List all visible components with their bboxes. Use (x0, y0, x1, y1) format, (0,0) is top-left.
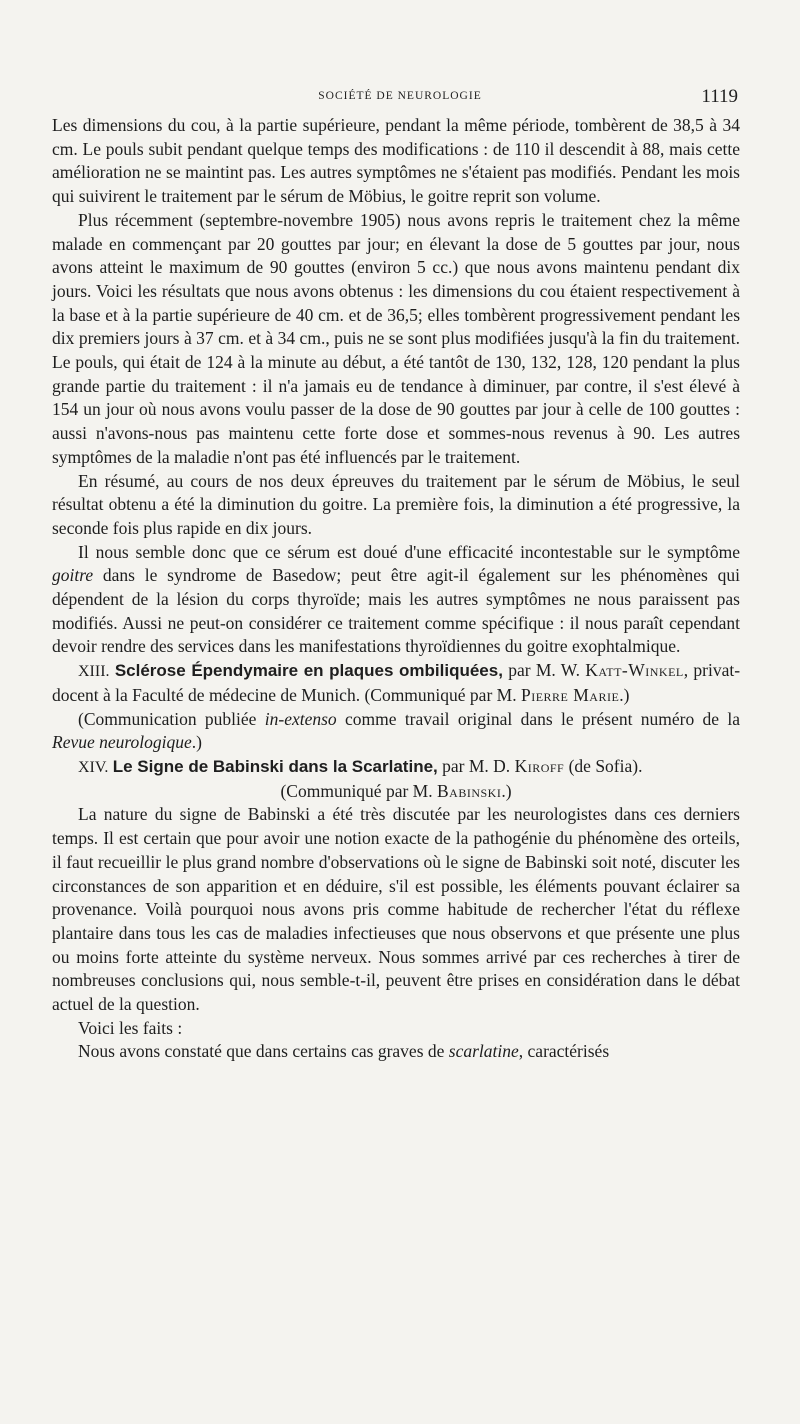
section-xiii-journal: Revue neurologique (52, 732, 192, 753)
section-xiv-title: Le Signe de Babinski dans la Scarlatine, (112, 756, 438, 776)
section-xiv-paragraph-3-end: , caractérisés (518, 1041, 610, 1062)
section-xiii-note-start: (Communication publiée (78, 708, 265, 729)
page-number: 1119 (701, 86, 738, 107)
section-xiii-note-italic: in-extenso (264, 708, 337, 729)
section-xiii-communicator: Pierre Marie (520, 684, 620, 705)
section-xiv-comm-end: .) (501, 780, 512, 801)
section-xiv-paragraph-3 (52, 1040, 740, 1064)
section-xiv-byline-end: (de Sofia). (564, 755, 643, 776)
page-body (52, 114, 740, 1064)
section-xiv-communicator: Babinski (436, 780, 502, 801)
section-xiv-paragraph-1: La nature du signe de Babinski a été très discutée par les neurologistes dans ces derniers temps. Il est certain que pour avoir une notion exacte de la pathogénie du phénomène des orteils, il faut recueillir le plus grand nombre d'observations où le signe de Babinski soit noté, discuter les circonstances de son apparition et en déduire, s'il est possible, les éléments pouvant éclairer sa provenance. Voilà pourquoi nous avons pris comme habitude de rechercher l'état du réflexe plantaire dans tous les cas de maladies infectieuses que nous observons et que présente une plus ou moins forte atteinte du système nerveux. Nous sommes arrivé par ces recherches à tirer de nombreuses conclusions qui, nous semble-t-il, peuvent être prises en considération dans le débat actuel de la question. (52, 804, 740, 1015)
section-xiv-number: XIV. (78, 758, 109, 776)
section-xiv-comm-start: (Communiqué par M. (280, 780, 437, 801)
section-xiii-note-end: .) (191, 732, 202, 753)
section-xiv-author: Kiroff (514, 755, 565, 776)
section-xiii-affiliation: , privat-docent à la Faculté de médecine de Munich. (Communiqué par M. (52, 660, 741, 705)
paragraph-4-start: Il nous semble donc que ce sérum est doué d'une efficacité incontestable sur le symptôme (78, 541, 740, 562)
paragraph-4-end: dans le syndrome de Basedow; peut être agit-il également sur les phénomènes qui dépendent de la lésion du corps thyroïde; mais les autres symptômes ne nous paraissent pas modifiés. Aussi ne peut-on considérer ce traitement comme spécifique : il nous paraît cependant devoir rendre des services dans les manifestations thyroïdiennes du goitre exophtalmique. (52, 565, 740, 657)
paragraph-2: Plus récemment (septembre-novembre 1905) nous avons repris le traitement chez la même malade en commençant par 20 gouttes par jour; en élevant la dose de 5 gouttes par jour, nous avons atteint le maximum de 90 gouttes (environ 5 cc.) que nous avons maintenu pendant dix jours. Voici les résultats que nous avons obtenus : les dimensions du cou étaient respectivement à la base et à la partie supérieure de 40 cm. et de 36,5; elles tombèrent progressivement pendant les dix premiers jours à 37 cm. et à 34 cm., puis ne se sont plus modifiées jusqu'à la fin du traitement. Le pouls, qui était de 124 à la minute au début, a été tantôt de 130, 132, 128, 120 pendant la plus grande partie du traitement : il n'a jamais eu de tendance à diminuer, par contre, il s'est élevé à 154 un jour où nous avons voulu passer de la dose de 90 gouttes par jour à celle de 100 gouttes : aussi n'avons-nous pas maintenu cette forte dose et sommes-nous revenus à 90. Les autres symptômes de la maladie n'ont pas été influencés par le traitement. (52, 209, 740, 467)
paragraph-4 (52, 541, 740, 660)
paragraph-4-italic: goitre (52, 565, 94, 586)
section-xiii-heading (52, 659, 740, 707)
section-xiii-author: Katt-Winkel (585, 660, 684, 681)
section-xiii-note (52, 708, 740, 755)
section-xiv-paragraph-2: Voici les faits : (78, 1017, 183, 1038)
page-header (0, 86, 800, 110)
section-xiv-paragraph-3-italic: scarlatine (448, 1041, 519, 1062)
section-xiv-heading (52, 755, 740, 780)
section-xiii-note-middle: comme travail original dans le présent numéro de la (336, 708, 741, 729)
paragraph-3: En résumé, au cours de nos deux épreuves du traitement par le sérum de Möbius, le seul résultat obtenu a été la diminution du goitre. La première fois, la diminution a été progressive, la seconde fois plus rapide en dix jours. (52, 470, 740, 538)
section-xiv-communication (52, 780, 740, 804)
section-xiv-byline: par M. D. (442, 755, 515, 776)
paragraph-1: Les dimensions du cou, à la partie supérieure, pendant la même période, tombèrent de 38,5 à 34 cm. Le pouls subit pendant quelque temps des modifications : de 110 il descendit à 88, mais cette amélioration ne se maintint pas. Les autres symptômes ne s'étaient pas modifiés. Pendant les mois qui suivirent le traitement par le sérum de Möbius, le goitre reprit son volume. (52, 115, 740, 207)
section-xiii-title: Sclérose Épendymaire en plaques ombiliquées, (114, 661, 503, 681)
section-xiii-byline: par M. W. (508, 660, 586, 681)
section-xiv-paragraph-3-start: Nous avons constaté que dans certains cas graves de (78, 1041, 449, 1062)
running-head: SOCIÉTÉ DE NEUROLOGIE (318, 90, 482, 102)
section-xiii-number: XIII. (78, 663, 110, 681)
section-xiii-byline-end: .) (619, 684, 630, 705)
